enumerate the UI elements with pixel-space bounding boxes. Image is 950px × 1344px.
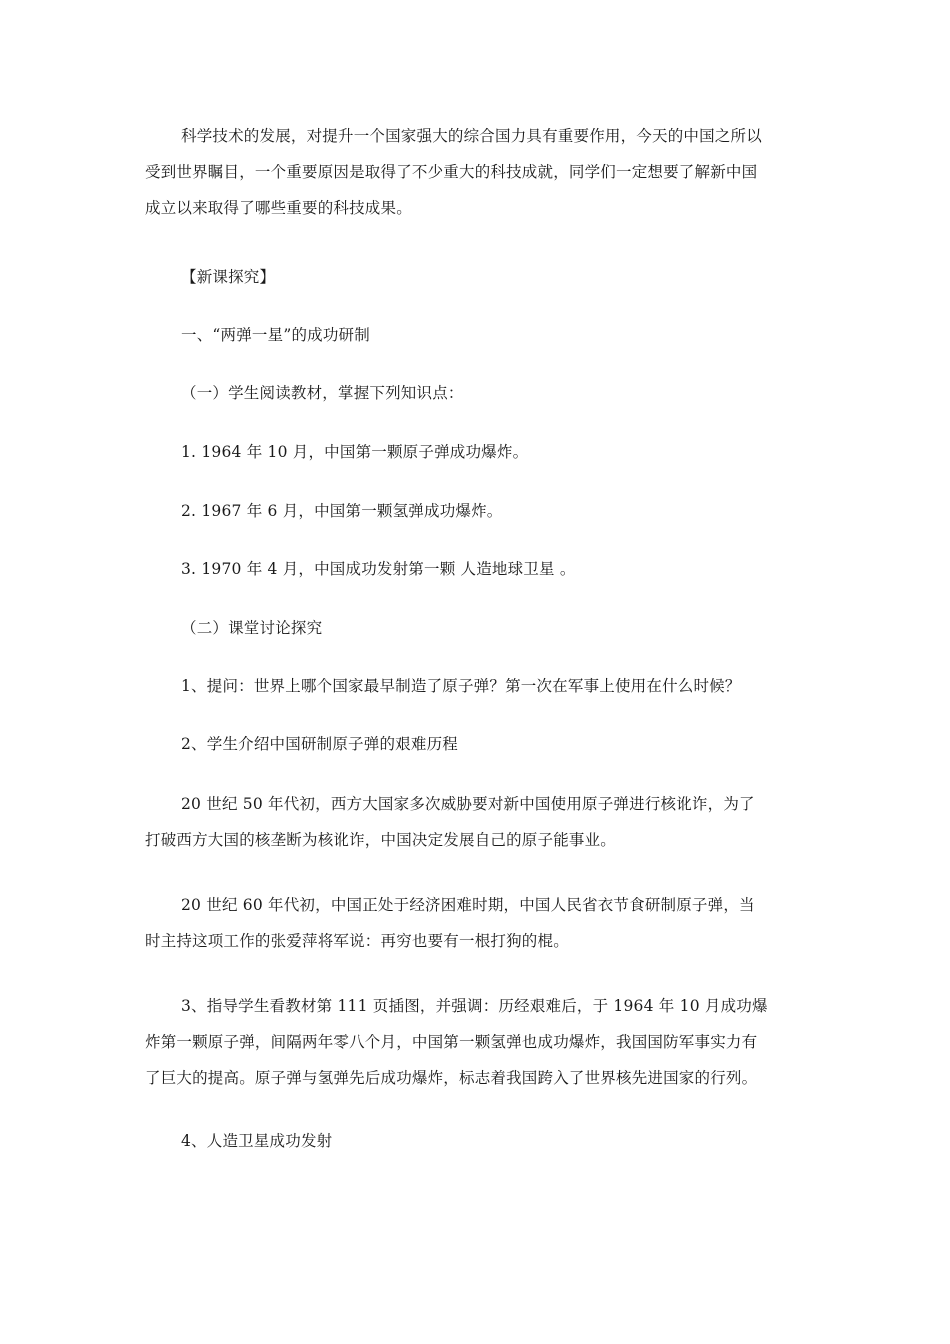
- paragraph-1960s: [145, 887, 807, 959]
- intro-line-3: 成立以来取得了哪些重要的科技成果。: [145, 199, 412, 217]
- knowledge-point-2: 2. 1967 年 6 月，中国第一颗氢弹成功爆炸。: [181, 502, 503, 520]
- paragraph-1950s-line-1: 20 世纪 50 年代初，西方大国家多次威胁要对新中国使用原子弹进行核讹诈，为了: [181, 795, 755, 813]
- section-label: 【新课探究】: [181, 268, 276, 286]
- question-3-line-2: 炸第一颗原子弹，间隔两年零八个月，中国第一颗氢弹也成功爆炸，我国国防军事实力有: [145, 1033, 758, 1051]
- intro-line-2: 受到世界瞩目，一个重要原因是取得了不少重大的科技成就，同学们一定想要了解新中国: [145, 163, 758, 181]
- question-3-paragraph: [145, 988, 807, 1096]
- paragraph-1950s-line-2: 打破西方大国的核垄断为核讹诈，中国决定发展自己的原子能事业。: [145, 831, 617, 849]
- subsection-one-title: （一）学生阅读教材，掌握下列知识点：: [181, 384, 464, 402]
- question-3-line-3: 了巨大的提高。原子弹与氢弹先后成功爆炸，标志着我国跨入了世界核先进国家的行列。: [145, 1069, 758, 1087]
- question-1: 1、提问：世界上哪个国家最早制造了原子弹？第一次在军事上使用在什么时候？: [181, 677, 741, 695]
- paragraph-1960s-line-2: 时主持这项工作的张爱萍将军说：再穷也要有一根打狗的棍。: [145, 932, 569, 950]
- knowledge-point-1: 1. 1964 年 10 月，中国第一颗原子弹成功爆炸。: [181, 443, 529, 461]
- heading-two-bombs-one-satellite: 一、“两弹一星”的成功研制: [181, 326, 370, 344]
- question-3-line-1: 3、指导学生看教材第 111 页插图，并强调：历经艰难后，于 1964 年 10 月成功爆: [181, 997, 768, 1015]
- paragraph-1950s: [145, 786, 807, 858]
- question-4: 4、人造卫星成功发射: [181, 1132, 333, 1150]
- knowledge-point-3: 3. 1970 年 4 月，中国成功发射第一颗 人造地球卫星 。: [181, 560, 576, 578]
- intro-line-1: 科学技术的发展，对提升一个国家强大的综合国力具有重要作用，今天的中国之所以: [181, 127, 762, 145]
- subsection-two-title: （二）课堂讨论探究: [181, 619, 323, 637]
- question-2: 2、学生介绍中国研制原子弹的艰难历程: [181, 735, 458, 753]
- paragraph-1960s-line-1: 20 世纪 60 年代初，中国正处于经济困难时期，中国人民省衣节食研制原子弹，当: [181, 896, 755, 914]
- intro-paragraph: [145, 118, 807, 226]
